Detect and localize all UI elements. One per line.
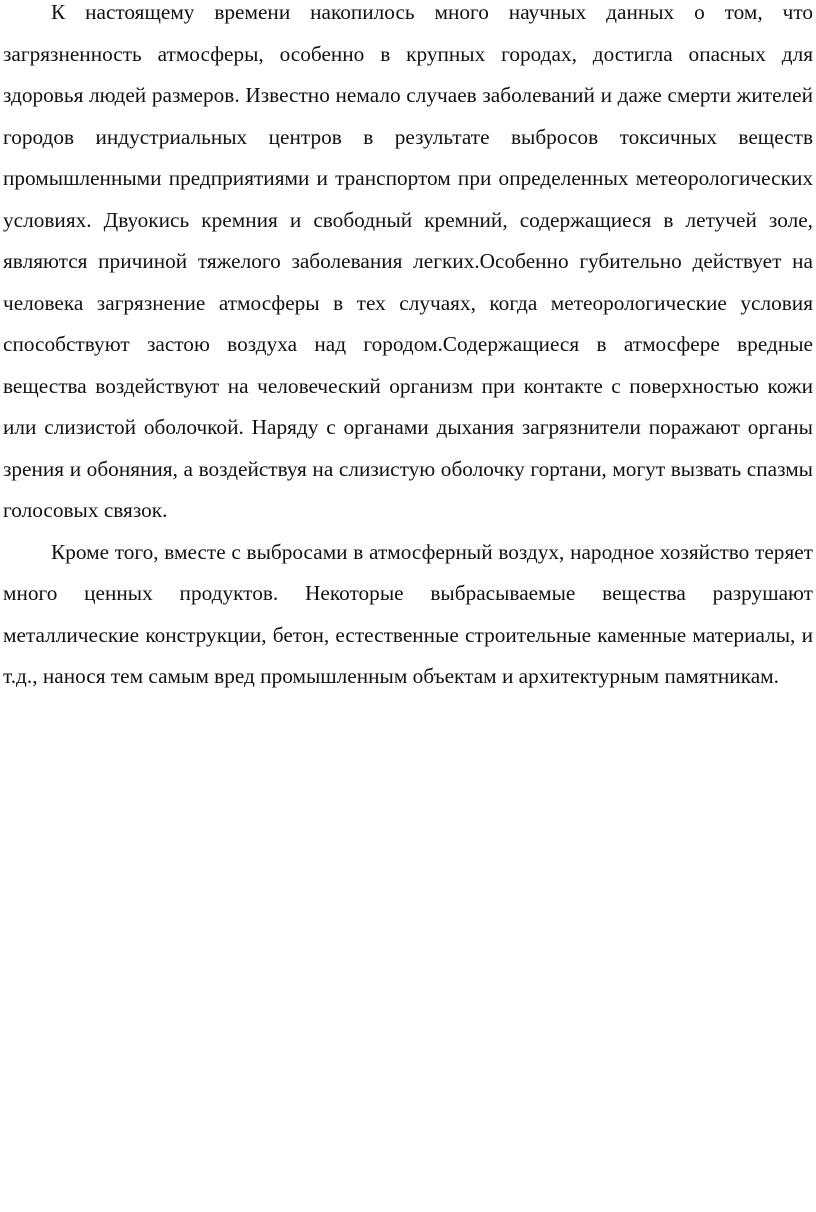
paragraph-air-pollution-health: К настоящему времени накопилось много научных данных о том, что загрязненность атмосферы, особенно в крупных городах, достигла опасных для здоровья людей размеров. Известно немало случаев заболеваний и даже смерти жителей городов индустриальных центров в результате выбросов токсичных веществ промышленными предприятиями и транспортом при определенных метеорологических условиях. Двуокись кремния и свободный кремний, содержащиеся в летучей золе, являются причиной тяжелого заболевания легких.Особенно губительно действует на человека загрязнение атмосферы в тех случаях, когда метеорологические условия способствуют застою воздуха над городом.Содержащиеся в атмосфере вредные вещества воздействуют на человеческий организм при контакте с поверхностью кожи или слизистой оболочкой. Наряду с органами дыхания загрязнители поражают органы зрения и обоняния, а воздействуя на слизистую оболочку гортани, могут вызвать спазмы голосовых связок. xyxy=(3,0,813,522)
paragraph-economic-damage: Кроме того, вместе с выбросами в атмосферный воздух, народное хозяйство теряет много ценных продуктов. Некоторые выбрасываемые вещества разрушают металлические конструкции, бетон, естественные строительные каменные материалы, и т.д., нанося тем самым вред промышленным объектам и архитектурным памятникам. xyxy=(3,539,813,688)
document-body xyxy=(3,0,813,698)
